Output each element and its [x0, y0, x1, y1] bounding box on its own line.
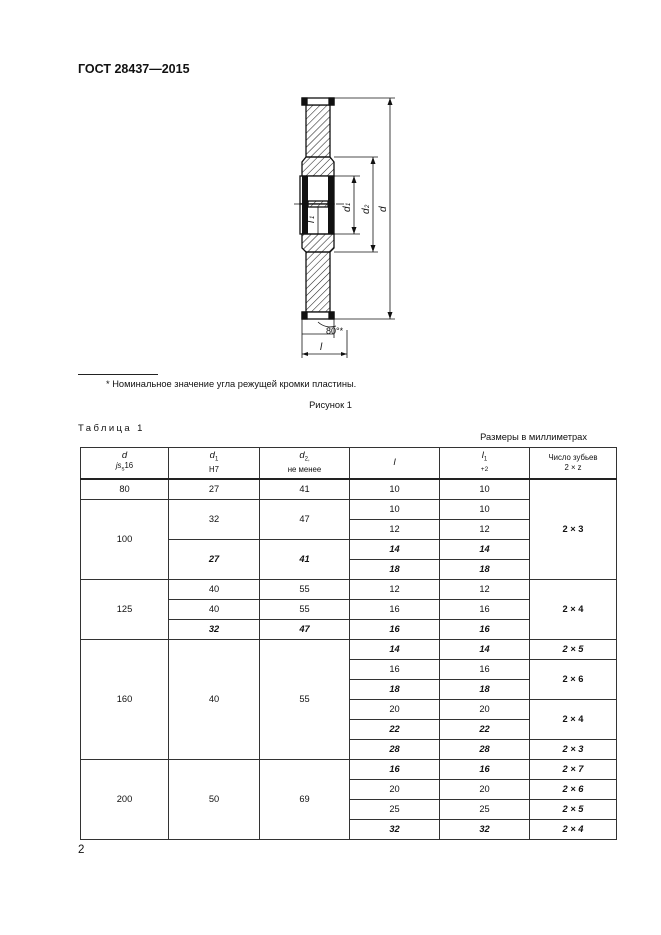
cell-l1: 14 — [440, 540, 530, 560]
cutter-drawing — [250, 90, 410, 365]
header-d2: $d_{2,}$ не менее — [260, 448, 350, 480]
cell-l: 16 — [350, 600, 440, 620]
cell-l1: 20 — [440, 700, 530, 720]
cell-d: 80 — [81, 479, 169, 500]
cell-d1: 27 — [169, 479, 260, 500]
cell-d2: 55 — [260, 600, 350, 620]
dimensions-table — [80, 447, 617, 840]
table-units-note: Размеры в миллиметрах — [480, 432, 587, 442]
cell-d: 200 — [81, 760, 169, 840]
cell-l: 22 — [350, 720, 440, 740]
cell-d1: 27 — [169, 540, 260, 580]
cell-l: 20 — [350, 780, 440, 800]
cell-l1: 25 — [440, 800, 530, 820]
cell-d: 100 — [81, 500, 169, 580]
cell-teeth: 2 × 3 — [530, 479, 617, 580]
cell-d1: 40 — [169, 600, 260, 620]
table-title: Таблица 1 — [78, 423, 145, 434]
dim-l1-label: l — [306, 220, 317, 223]
cell-l: 16 — [350, 660, 440, 680]
cell-d2: 47 — [260, 620, 350, 640]
dim-l1-subscript: 1 — [310, 215, 316, 219]
cell-l1: 16 — [440, 660, 530, 680]
cell-d1: 32 — [169, 620, 260, 640]
dim-l-label: l — [320, 342, 323, 353]
cell-teeth: 2 × 5 — [530, 800, 617, 820]
cell-teeth: 2 × 6 — [530, 780, 617, 800]
cell-l: 10 — [350, 479, 440, 500]
header-l: l — [350, 448, 440, 480]
cell-l: 14 — [350, 540, 440, 560]
cell-l1: 12 — [440, 520, 530, 540]
table-row — [81, 580, 617, 600]
cell-l: 32 — [350, 820, 440, 840]
cell-teeth: 2 × 5 — [530, 640, 617, 660]
footnote-rule — [78, 374, 158, 375]
cell-l1: 16 — [440, 620, 530, 640]
cell-l1: 10 — [440, 479, 530, 500]
cell-l1: 16 — [440, 760, 530, 780]
header-teeth: Число зубьев 2 × z — [530, 448, 617, 480]
cell-l: 10 — [350, 500, 440, 520]
cell-l1: 16 — [440, 600, 530, 620]
cell-teeth: 2 × 4 — [530, 580, 617, 640]
dim-d2-label: d — [361, 208, 372, 214]
page-number: 2 — [78, 844, 85, 856]
cell-l: 12 — [350, 580, 440, 600]
figure-caption: Рисунок 1 — [309, 400, 352, 410]
table-row — [81, 640, 617, 660]
cell-l: 16 — [350, 760, 440, 780]
table-row — [81, 479, 617, 500]
cell-d2: 55 — [260, 640, 350, 760]
cell-l: 16 — [350, 620, 440, 640]
cell-d2: 41 — [260, 479, 350, 500]
table-row — [81, 760, 617, 780]
cell-teeth: 2 × 4 — [530, 820, 617, 840]
cell-l: 12 — [350, 520, 440, 540]
cell-l1: 18 — [440, 680, 530, 700]
cell-l: 18 — [350, 680, 440, 700]
cell-d2: 55 — [260, 580, 350, 600]
cell-teeth: 2 × 4 — [530, 700, 617, 740]
cell-l: 14 — [350, 640, 440, 660]
cell-l1: 14 — [440, 640, 530, 660]
table-header-row — [81, 448, 617, 480]
cell-d1: 50 — [169, 760, 260, 840]
cell-l1: 22 — [440, 720, 530, 740]
cell-d2: 41 — [260, 540, 350, 580]
header-d: d $js_s16$ — [81, 448, 169, 480]
cell-teeth: 2 × 3 — [530, 740, 617, 760]
dim-d2-subscript: 2 — [365, 204, 371, 208]
dim-d-label: d — [378, 206, 389, 212]
dim-d1-subscript: 1 — [346, 202, 352, 206]
cell-d2: 69 — [260, 760, 350, 840]
cell-l1: 32 — [440, 820, 530, 840]
header-l1: $l_1$ +2 — [440, 448, 530, 480]
cell-d1: 40 — [169, 640, 260, 760]
document-header: ГОСТ 28437—2015 — [78, 62, 190, 76]
cell-d1: 32 — [169, 500, 260, 540]
footnote: * Номинальное значение угла режущей кромки пластины. — [106, 379, 357, 389]
cell-l: 28 — [350, 740, 440, 760]
dim-d1-label: d — [342, 206, 353, 212]
cell-l: 18 — [350, 560, 440, 580]
cell-d: 160 — [81, 640, 169, 760]
cell-l: 25 — [350, 800, 440, 820]
cell-d2: 47 — [260, 500, 350, 540]
header-d1: $d_1$ H7 — [169, 448, 260, 480]
cell-l1: 18 — [440, 560, 530, 580]
cell-l1: 28 — [440, 740, 530, 760]
cell-teeth: 2 × 7 — [530, 760, 617, 780]
angle-label: 80°* — [326, 326, 344, 336]
cell-d1: 40 — [169, 580, 260, 600]
cell-l: 20 — [350, 700, 440, 720]
cutter-section — [300, 98, 334, 319]
cell-l1: 12 — [440, 580, 530, 600]
cell-l1: 20 — [440, 780, 530, 800]
cell-teeth: 2 × 6 — [530, 660, 617, 700]
cell-l1: 10 — [440, 500, 530, 520]
cell-d: 125 — [81, 580, 169, 640]
